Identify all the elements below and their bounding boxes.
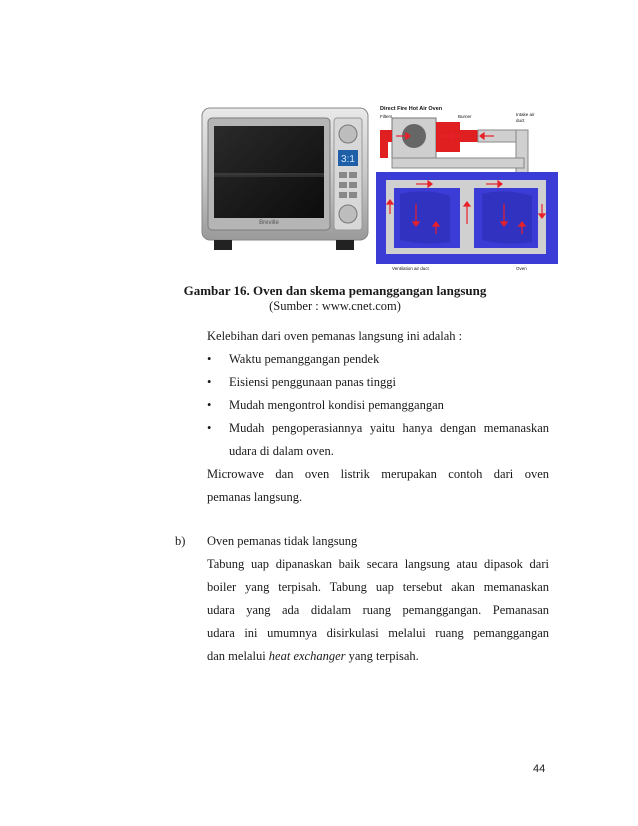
figure-caption: Gambar 16. Oven dan skema pemanggangan langsung [183, 283, 487, 298]
bullet-text: Mudah mengontrol kondisi pemanggangan [229, 398, 444, 412]
svg-text:Oven: Oven [516, 266, 527, 271]
bullet-marker: • [207, 352, 212, 366]
paragraph-line: Tabung uap dipanaskan baik secara langsung atau dipasok dari [207, 557, 549, 571]
text-span: yang terpisah. [345, 649, 419, 663]
svg-text:Direct Fire Hot Air Oven: Direct Fire Hot Air Oven [380, 106, 443, 112]
oven-top-knob [339, 125, 357, 143]
page-number: 44 [533, 763, 546, 775]
figure-source: (Sumber : www.cnet.com) [269, 299, 401, 313]
direct-fire-oven-schematic [376, 104, 558, 274]
bullet-item [207, 371, 549, 394]
paragraph-line-last [207, 645, 549, 668]
paragraph-indirect-oven [207, 553, 549, 668]
figure [196, 96, 558, 274]
advantages-intro: Kelebihan dari oven pemanas langsung ini adalah : [207, 329, 463, 343]
oven-brand-logo: Breville [259, 220, 279, 226]
svg-text:Filters: Filters [380, 114, 393, 119]
svg-text:Intake air: Intake air [516, 112, 535, 117]
section-heading: Oven pemanas tidak langsung [207, 534, 358, 548]
toaster-oven-photo [196, 96, 372, 256]
svg-text:duct: duct [516, 118, 525, 123]
italic-term: heat exchanger [268, 649, 346, 663]
bullet-item [207, 348, 549, 371]
bullet-text-line: udara di dalam oven. [229, 444, 334, 458]
section-label: b) [175, 534, 186, 548]
bullet-text-line: Mudah pengoperasiannya yaitu hanya dengan memanaskan [229, 421, 549, 435]
svg-text:3:1: 3:1 [341, 154, 355, 165]
svg-text:Burner: Burner [458, 114, 472, 119]
paragraph-line: Microwave dan oven listrik merupakan contoh dari oven [207, 467, 549, 481]
oven-bottom-knob [339, 205, 357, 223]
text-span: dan melalui [207, 649, 269, 663]
bullet-item [207, 417, 549, 463]
paragraph-line: udara yang ada didalam ruang pemanggangan. Pemanasan [207, 603, 549, 617]
bullet-marker: • [207, 398, 212, 412]
paragraph-line: pemanas langsung. [207, 490, 303, 504]
paragraph-microwave [207, 463, 549, 509]
bullet-item [207, 394, 549, 417]
paragraph-line: udara ini umumnya disirkulasi melalui ruang pemanggangan [207, 626, 549, 640]
bullet-text: Eisiensi penggunaan panas tinggi [229, 375, 396, 389]
paragraph-line: boiler yang terpisah. Tabung uap tersebut akan memanaskan [207, 580, 549, 594]
bullet-marker: • [207, 421, 212, 435]
svg-text:Ventilation air duct: Ventilation air duct [392, 266, 429, 271]
bullet-text: Waktu pemanggangan pendek [229, 352, 380, 366]
bullet-marker: • [207, 375, 212, 389]
